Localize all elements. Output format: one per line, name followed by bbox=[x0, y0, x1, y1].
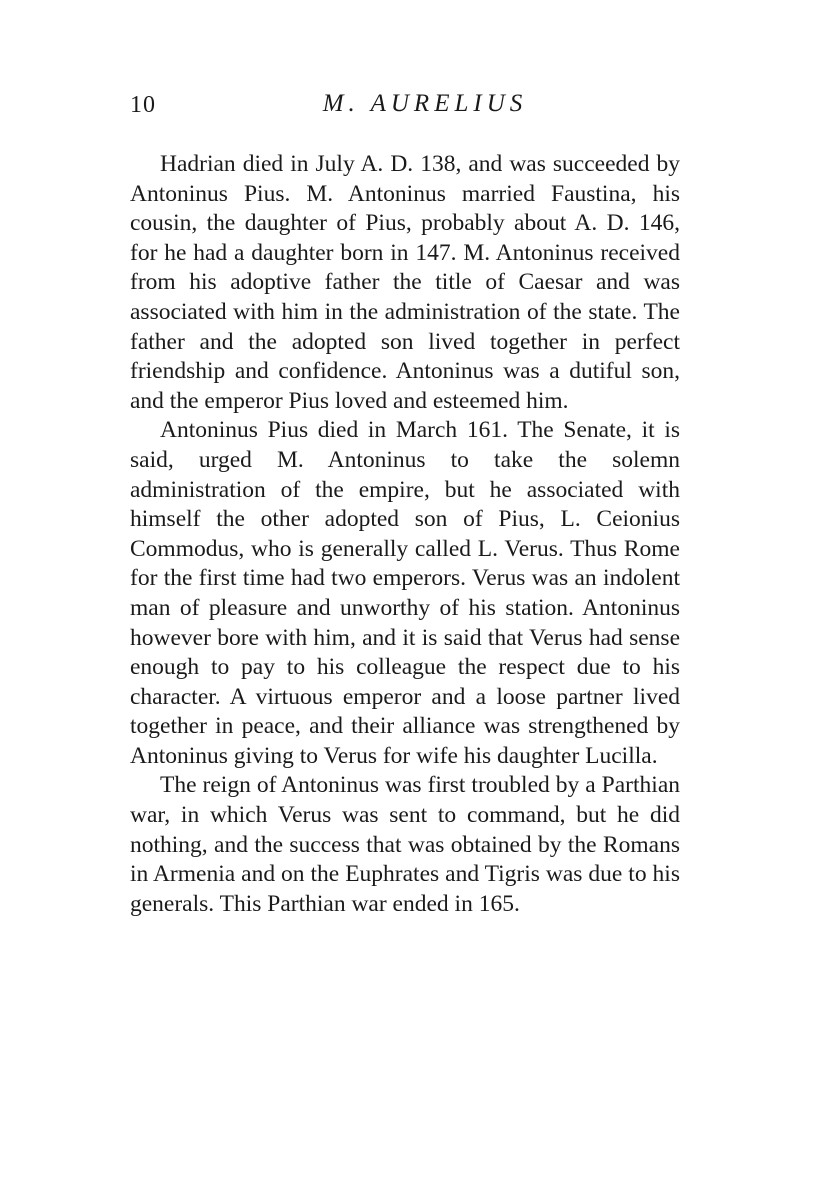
text-body bbox=[130, 150, 680, 919]
page-header bbox=[130, 88, 680, 128]
page-number: 10 bbox=[130, 92, 156, 118]
paragraph-1: Hadrian died in July A. D. 138, and was succeeded by Antoninus Pius. M. Antoninus married Faustina, his cousin, the daughter of Pius, probably about A. D. 146, for he had a daughter born in 147. M. Antoninus received from his adoptive father the title of Caesar and was associated with him in the administration of the state. The father and the adopted son lived together in perfect friendship and confidence. Antoninus was a dutiful son, and the emperor Pius loved and esteemed him. bbox=[130, 151, 680, 414]
book-page bbox=[130, 88, 680, 919]
running-title: M. AURELIUS bbox=[322, 90, 528, 117]
paragraph-3: The reign of Antoninus was first troubled by a Parthian war, in which Verus was sent to command, but he did nothing, and the success that was obtained by the Romans in Armenia and on the Euphrates and Tigris was due to his generals. This Parthian war ended in 165. bbox=[130, 772, 680, 917]
paragraph-2: Antoninus Pius died in March 161. The Senate, it is said, urged M. Antoninus to take the solemn administration of the empire, but he associated with himself the other adopted son of Pius, L. Ceionius Commodus, who is generally called L. Verus. Thus Rome for the first time had two emperors. Verus was an indolent man of pleasure and unworthy of his station. Antoninus however bore with him, and it is said that Verus had sense enough to pay to his colleague the respect due to his character. A virtuous emperor and a loose partner lived together in peace, and their alliance was strengthened by Antoninus giving to Verus for wife his daughter Lucilla. bbox=[130, 417, 680, 769]
